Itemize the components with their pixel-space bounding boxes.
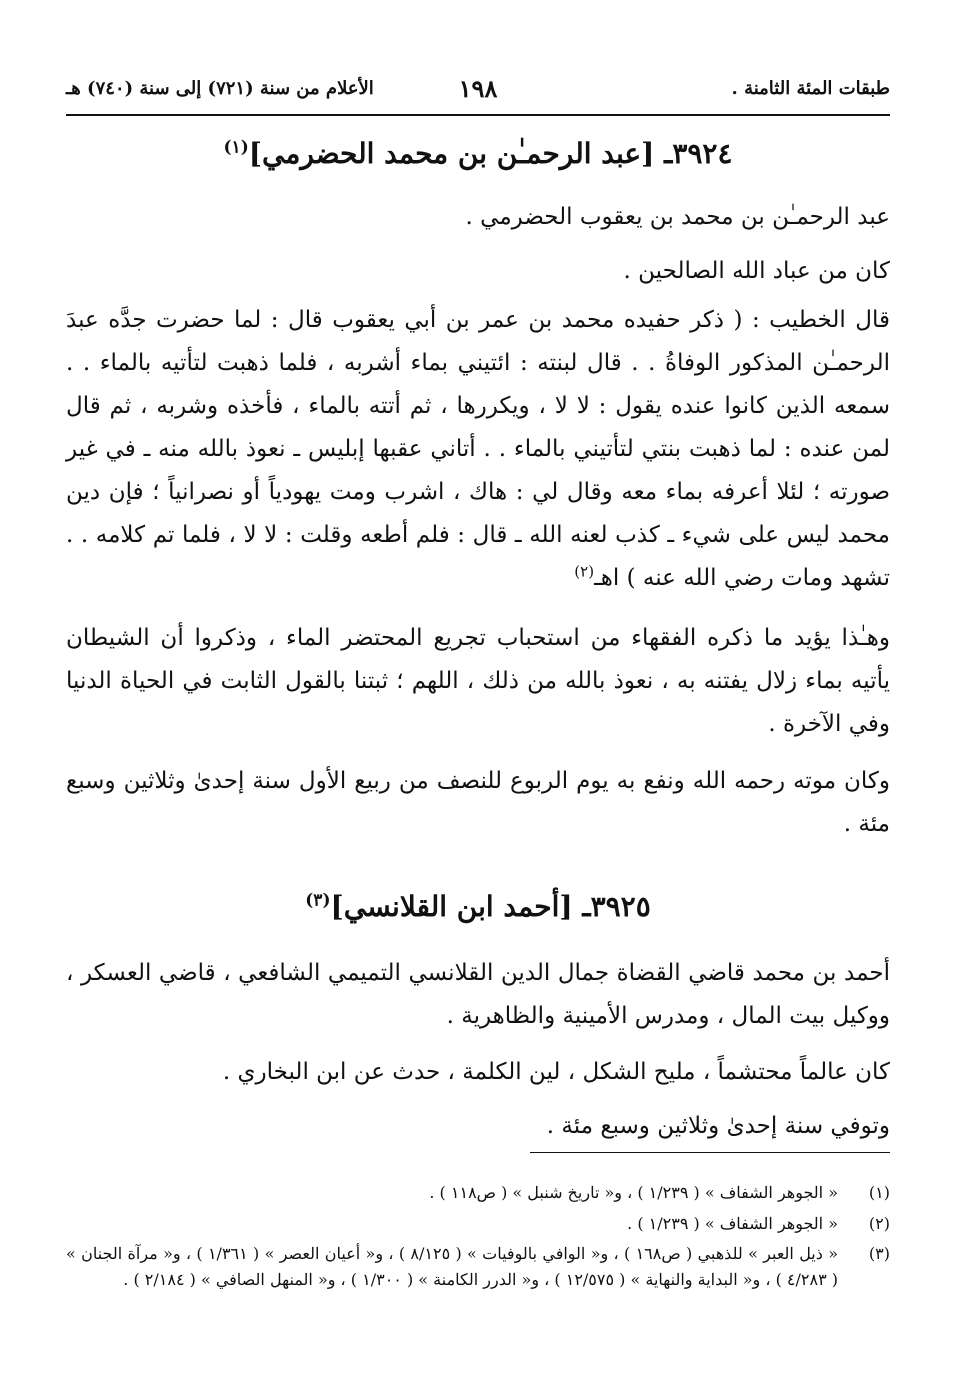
- footnote-number: (١): [868, 1183, 890, 1202]
- footnote: [66, 1211, 890, 1237]
- footnote-text: « الجوهر الشفاف » ( ١/٢٣٩ ) ، و« تاريخ شنبل » ( ص١١٨ ) .: [429, 1183, 838, 1202]
- entry-paragraph: أحمد بن محمد قاضي القضاة جمال الدين القلانسي التميمي الشافعي ، قاضي العسكر ، ووكيل بيت المال ، ومدرس الأمينية والظاهرية .: [66, 960, 890, 1029]
- entry-paragraph: وكان موته رحمه الله ونفع به يوم الربوع للنصف من ربيع الأول سنة إحدىٰ وثلاثين وسبع مئة .: [66, 768, 890, 837]
- footnote: [66, 1180, 890, 1206]
- entry-paragraph: عبد الرحمـٰن بن محمد بن يعقوب الحضرمي .: [465, 204, 890, 230]
- footnote-ref: (١): [223, 137, 249, 158]
- entry-title-3924: [66, 137, 890, 170]
- entry-title-3925: [66, 890, 890, 923]
- footnote-number: (٣): [868, 1244, 890, 1263]
- header-year-range: الأعلام من سنة (٧٢١) إلى سنة (٧٤٠) هـ: [66, 78, 374, 99]
- header-volume-title: طبقات المئة الثامنة .: [731, 78, 890, 99]
- entry-paragraph: وهـٰذا يؤيد ما ذكره الفقهاء من استحباب تجريع المحتضر الماء ، وذكروا أن الشيطان يأتيه بماء زلال يفتنه به ، نعوذ بالله من ذلك ، اللهم ؛ ثبتنا بالقول الثابت في الحياة الدنيا وفي الآخرة .: [66, 625, 890, 737]
- footnote-ref: (٢): [574, 562, 595, 581]
- footnote-divider: [530, 1152, 890, 1153]
- header-divider: [66, 114, 890, 116]
- entry-paragraph: كان من عباد الله الصالحين .: [623, 258, 890, 284]
- entry-title-text: ٣٩٢٥ـ [أحمد ابن القلانسي]: [330, 890, 651, 923]
- footnote-text: « ذيل العبر » للذهبي ( ص١٦٨ ) ، و« الوافي بالوفيات » ( ٨/١٢٥ ) ، و« أعيان العصر » ( ١/٣٦١ ) ، و« مرآة الجنان » ( ٤/٢٨٣ ) ، و« البداية والنهاية » ( ١٢/٥٧٥ ) ، و« الدرر الكامنة » ( ١/٣٠٠ ) ، و« المنهل الصافي » ( ٢/١٨٤ ) .: [66, 1244, 838, 1289]
- entry-paragraph: وتوفي سنة إحدىٰ وثلاثين وسبع مئة .: [546, 1113, 890, 1139]
- running-header: [66, 74, 890, 112]
- footnote-ref: (٣): [305, 890, 331, 911]
- entry-paragraph-quote: [66, 299, 890, 600]
- quote-text: قال الخطيب : ( ذكر حفيده محمد بن عمر بن أبي يعقوب قال : لما حضرت جدَّه عبدَ الرحمـٰن المذكور الوفاةُ . . قال لبنته : ائتيني بماء أشربه ، فلما ذهبت لتأتيه بالماء . . سمعه الذين كانوا عنده يقول : لا لا ، ويكررها ، ثم أتته بالماء ، فأخذه وشربه ، ثم قال لمن عنده : لما ذهبت بنتي لتأتيني بالماء . . أتاني عقبها إبليس ـ نعوذ بالله منه ـ في غير صورته ؛ لئلا أعرفه بماء معه وقال لي : هاك ، اشرب ومت يهودياً أو نصرانياً ؛ فإن دين محمد ليس على شيء ـ كذب لعنه الله ـ قال : فلم أطعه وقلت : لا لا ، فلما تم كلامه . . تشهد ومات رضي الله عنه ) اهـ: [66, 307, 890, 591]
- footnote-text: « الجوهر الشفاف » ( ١/٢٣٩ ) .: [627, 1214, 838, 1233]
- footnote: [66, 1241, 890, 1293]
- page-number: ١٩٨: [458, 74, 498, 103]
- footnote-number: (٢): [868, 1214, 890, 1233]
- entry-paragraph: كان عالماً محتشماً ، مليح الشكل ، لين الكلمة ، حدث عن ابن البخاري .: [222, 1059, 890, 1085]
- entry-title-text: ٣٩٢٤ـ [عبد الرحمـٰن بن محمد الحضرمي]: [248, 137, 733, 170]
